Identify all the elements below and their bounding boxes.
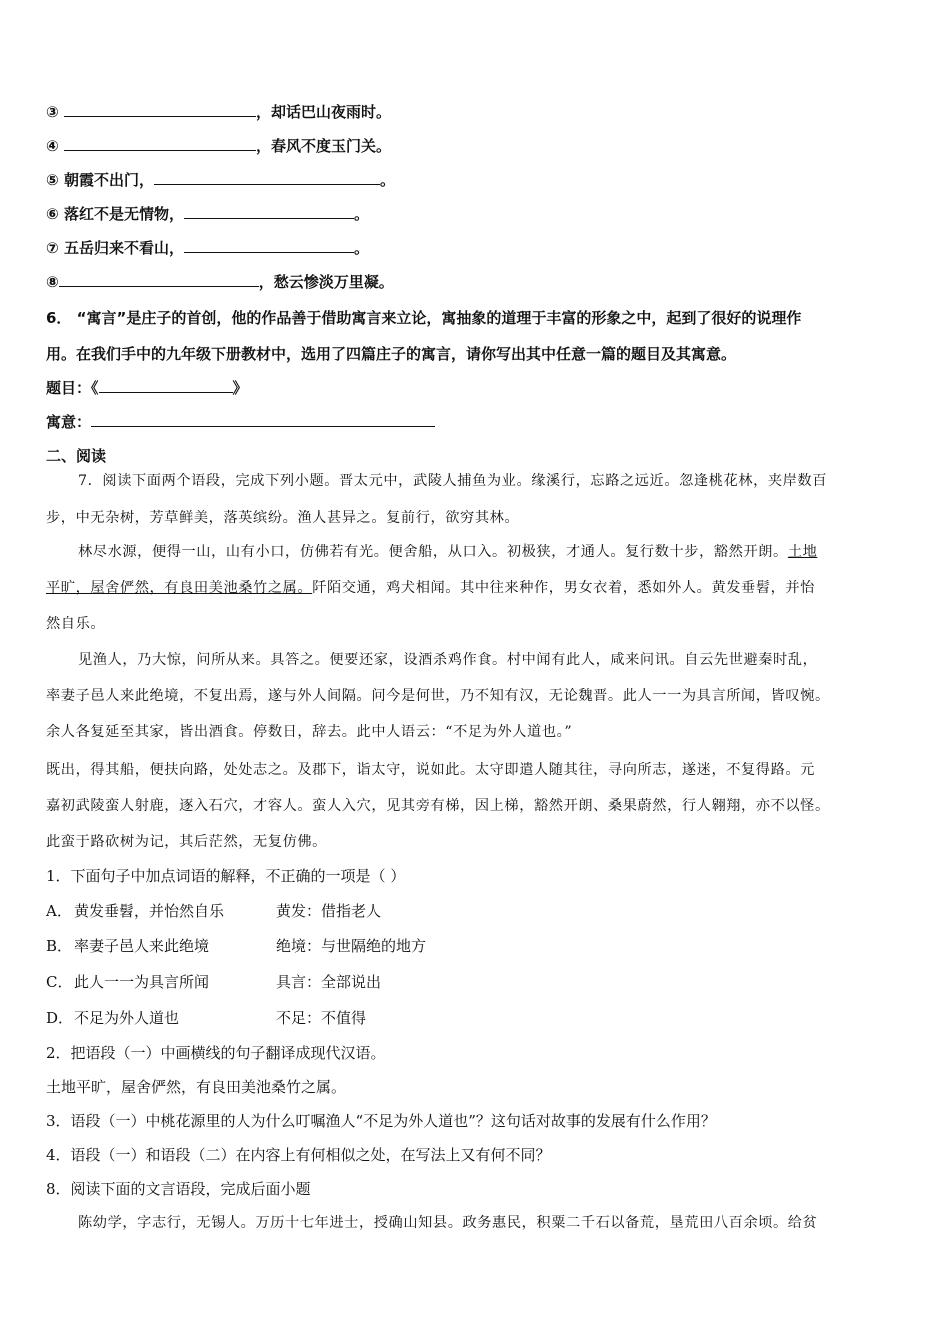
title-close: 》 [232,379,248,397]
q8-passage-line: 陈幼学，字志行，无锡人。万历十七年进士，授确山知县。政务惠民，积粟二千石以备荒，垦荒田八百余顷。给贫 [78,1215,818,1231]
item-number: ⑤ [46,171,59,189]
option-gloss: 黄发：借指老人 [276,902,382,920]
passage-text: 阡陌交通，鸡犬相闻。其中往来种作，男女衣着，悉如外人。黄发垂髫，并怡 [312,580,815,596]
option-sentence: 黄发垂髫，并怡然自乐 [74,902,225,920]
option-label: D． [46,1009,74,1027]
blank-item-6 [46,204,369,224]
passage-line: 7．阅读下面两个语段，完成下列小题。晋太元中，武陵人捕鱼为业。缘溪行，忘路之远近。忽逢桃花林，夹岸数百 [78,473,828,489]
verse-text: 落红不是无情物， [63,205,184,223]
moral-label: 寓意： [46,413,92,431]
sub-question-1: 1．下面句子中加点词语的解释，不正确的一项是（ ） [46,867,406,885]
blank-item-4 [46,136,391,156]
verse-text: 五岳归来不看山， [63,239,184,257]
sub-question-2: 2．把语段（一）中画横线的句子翻译成现代汉语。 [46,1044,386,1062]
verse-text: ，愁云惨淡万里凝。 [258,273,394,291]
passage-line [46,578,815,598]
title-answer-blank[interactable] [99,378,233,393]
title-label: 题目：《 [46,379,99,397]
q6-title-line [46,378,248,398]
option-sentence: 此人一一为具言所闻 [74,973,210,991]
option-label: B． [46,937,73,955]
passage-line: 步，中无杂树，芳草鲜美，落英缤纷。渔人甚异之。复前行，欲穷其林。 [46,510,520,526]
passage-line: 率妻子邑人来此绝境，不复出焉，遂与外人间隔。问今是何世，乃不知有汉，无论魏晋。此人一一为具言所闻，皆叹惋。 [46,688,830,704]
passage-line: 嘉初武陵蛮人射鹿，逐入石穴，才容人。蛮人入穴，见其旁有梯，因上梯，豁然开朗、桑果蔚然，行人翱翔，亦不以怪。 [46,798,830,814]
sub-question-4: 4．语段（一）和语段（二）在内容上有何相似之处，在写法上又有何不同？ [46,1146,551,1164]
underlined-sentence: 平旷，屋舍俨然，有良田美池桑竹之属。 [46,580,313,596]
option-sentence: 率妻子邑人来此绝境 [74,937,210,955]
passage-line: 然自乐。 [46,616,106,632]
answer-blank[interactable] [64,136,256,151]
verse-end: 。 [353,205,369,223]
passage-line: 既出，得其船，便扶向路，处处志之。及郡下，诣太守，说如此。太守即遣人随其往，寻向所志，遂迷，不复得路。元 [46,762,815,778]
q8-prompt: 8．阅读下面的文言语段，完成后面小题 [46,1180,311,1198]
answer-blank[interactable] [184,204,354,219]
sub-question-3: 3．语段（一）中桃花源里的人为什么叮嘱渔人“不足为外人道也”？这句话对故事的发展有什么作用？ [46,1112,716,1130]
verse-end: 。 [379,171,395,189]
blank-item-8 [46,272,394,292]
verse-text: ，春风不度玉门关。 [255,137,391,155]
q6-moral-line [46,412,435,432]
blank-item-3 [46,102,391,122]
option-gloss: 不足：不值得 [276,1009,367,1027]
answer-blank[interactable] [184,238,354,253]
answer-blank[interactable] [64,102,256,117]
q6-line-1: 6． “寓言”是庄子的首创，他的作品善于借助寓言来立论，寓抽象的道理于丰富的形象之中，起到了很好的说理作 [46,309,802,327]
verse-text: ，却话巴山夜雨时。 [255,103,391,121]
q6-line-2: 用。在我们手中的九年级下册教材中，选用了四篇庄子的寓言，请你写出其中任意一篇的题目及其寓意。 [46,345,737,363]
passage-line: 此蛮于路砍树为记，其后茫然，无复仿佛。 [46,834,327,850]
option-gloss: 绝境：与世隔绝的地方 [276,937,427,955]
item-number: ⑦ [46,239,59,257]
passage-line: 见渔人，乃大惊，问所从来。具答之。便要还家，设酒杀鸡作食。村中闻有此人，咸来问讯。自云先世避秦时乱， [78,652,818,668]
option-label: C． [46,973,73,991]
item-number: ⑥ [46,205,59,223]
blank-item-7 [46,238,369,258]
item-number: ③ [46,103,59,121]
passage-text: 林尽水源，便得一山，山有小口，仿佛若有光。便舍船，从口入。初极狭，才通人。复行数十步，豁然开朗。 [78,544,788,560]
passage-line [78,542,817,562]
option-gloss: 具言：全部说出 [276,973,382,991]
option-sentence: 不足为外人道也 [74,1009,180,1027]
passage-line: 余人各复延至其家，皆出酒食。停数日，辞去。此中人语云：“不足为外人道也。” [46,724,573,740]
option-label: A． [46,902,72,920]
verse-text: 朝霞不出门， [63,171,154,189]
answer-blank[interactable] [59,272,259,287]
underlined-sentence: 土地 [787,544,818,560]
moral-answer-blank[interactable] [91,412,435,427]
blank-item-5 [46,170,395,190]
sub-question-2-sentence: 土地平旷，屋舍俨然，有良田美池桑竹之属。 [46,1078,347,1096]
verse-end: 。 [353,239,369,257]
item-number: ⑧ [46,273,59,291]
section-heading: 二、阅读 [46,447,107,465]
item-number: ④ [46,137,59,155]
answer-blank[interactable] [154,170,380,185]
